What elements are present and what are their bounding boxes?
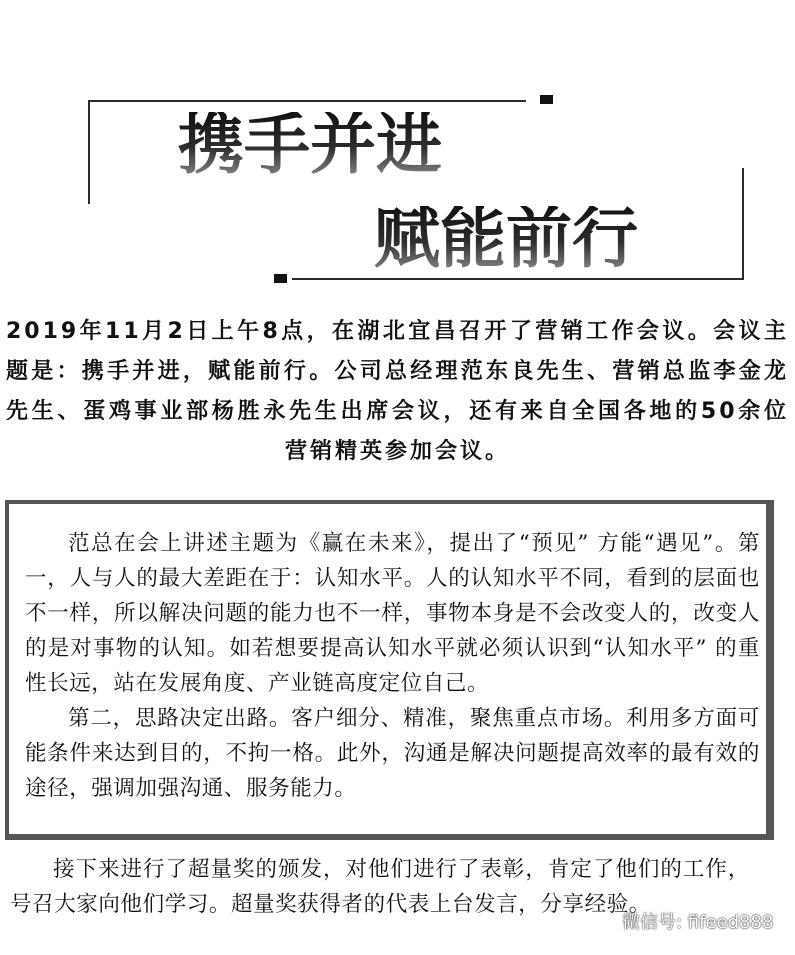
title-frame-left-line <box>88 100 90 204</box>
speech-summary-text <box>25 526 760 806</box>
title-line-2: 赋能前行 <box>374 200 638 277</box>
title-frame-right-line <box>742 168 744 280</box>
speech-paragraph-2: 第二，思路决定出路。客户细分、精准，聚焦重点市场。利用多方面可能条件来达到目的，不拘一格。此外，沟通是解决问题提高效率的最有效的途径，强调加强沟通、服务能力。 <box>25 706 760 801</box>
intro-paragraph: 2019年11月2日上午8点，在湖北宜昌召开了营销工作会议。会议主题是：携手并进，赋能前行。公司总经理范东良先生、营销总监李金龙先生、蛋鸡事业部杨胜永先生出席会议，还有来自全国各地的50余位营销精英参加会议。 <box>6 319 789 464</box>
title-frame-corner-square-bottom <box>274 274 287 283</box>
wechat-watermark <box>592 908 773 934</box>
wechat-icon <box>592 911 616 931</box>
watermark-text: 微信号: fifeed888 <box>622 912 774 933</box>
closing-paragraph: 接下来进行了超量奖的颁发，对他们进行了表彰，肯定了他们的工作，号召大家向他们学习。超量奖获得者的代表上台发言，分享经验。 <box>10 857 750 917</box>
title-frame-bottom-line <box>292 278 744 280</box>
speech-paragraph-1: 范总在会上讲述主题为《赢在未来》，提出了“预见” 方能“遇见”。第一，人与人的最大差距在于：认知水平。人的认知水平不同，看到的层面也不一样，所以解决问题的能力也不一样，事物本身是不会改变人的，改变人的是对事物的认知。如若想要提高认知水平就必须认识到“认知水平” 的重性长远，站在发展角度、产业链高度定位自己。 <box>25 531 760 696</box>
speech-summary-box <box>5 500 774 840</box>
title-line-1: 携手并进 <box>178 106 442 183</box>
title-frame-top-line <box>88 100 526 102</box>
title-frame-corner-square-top <box>540 95 553 104</box>
